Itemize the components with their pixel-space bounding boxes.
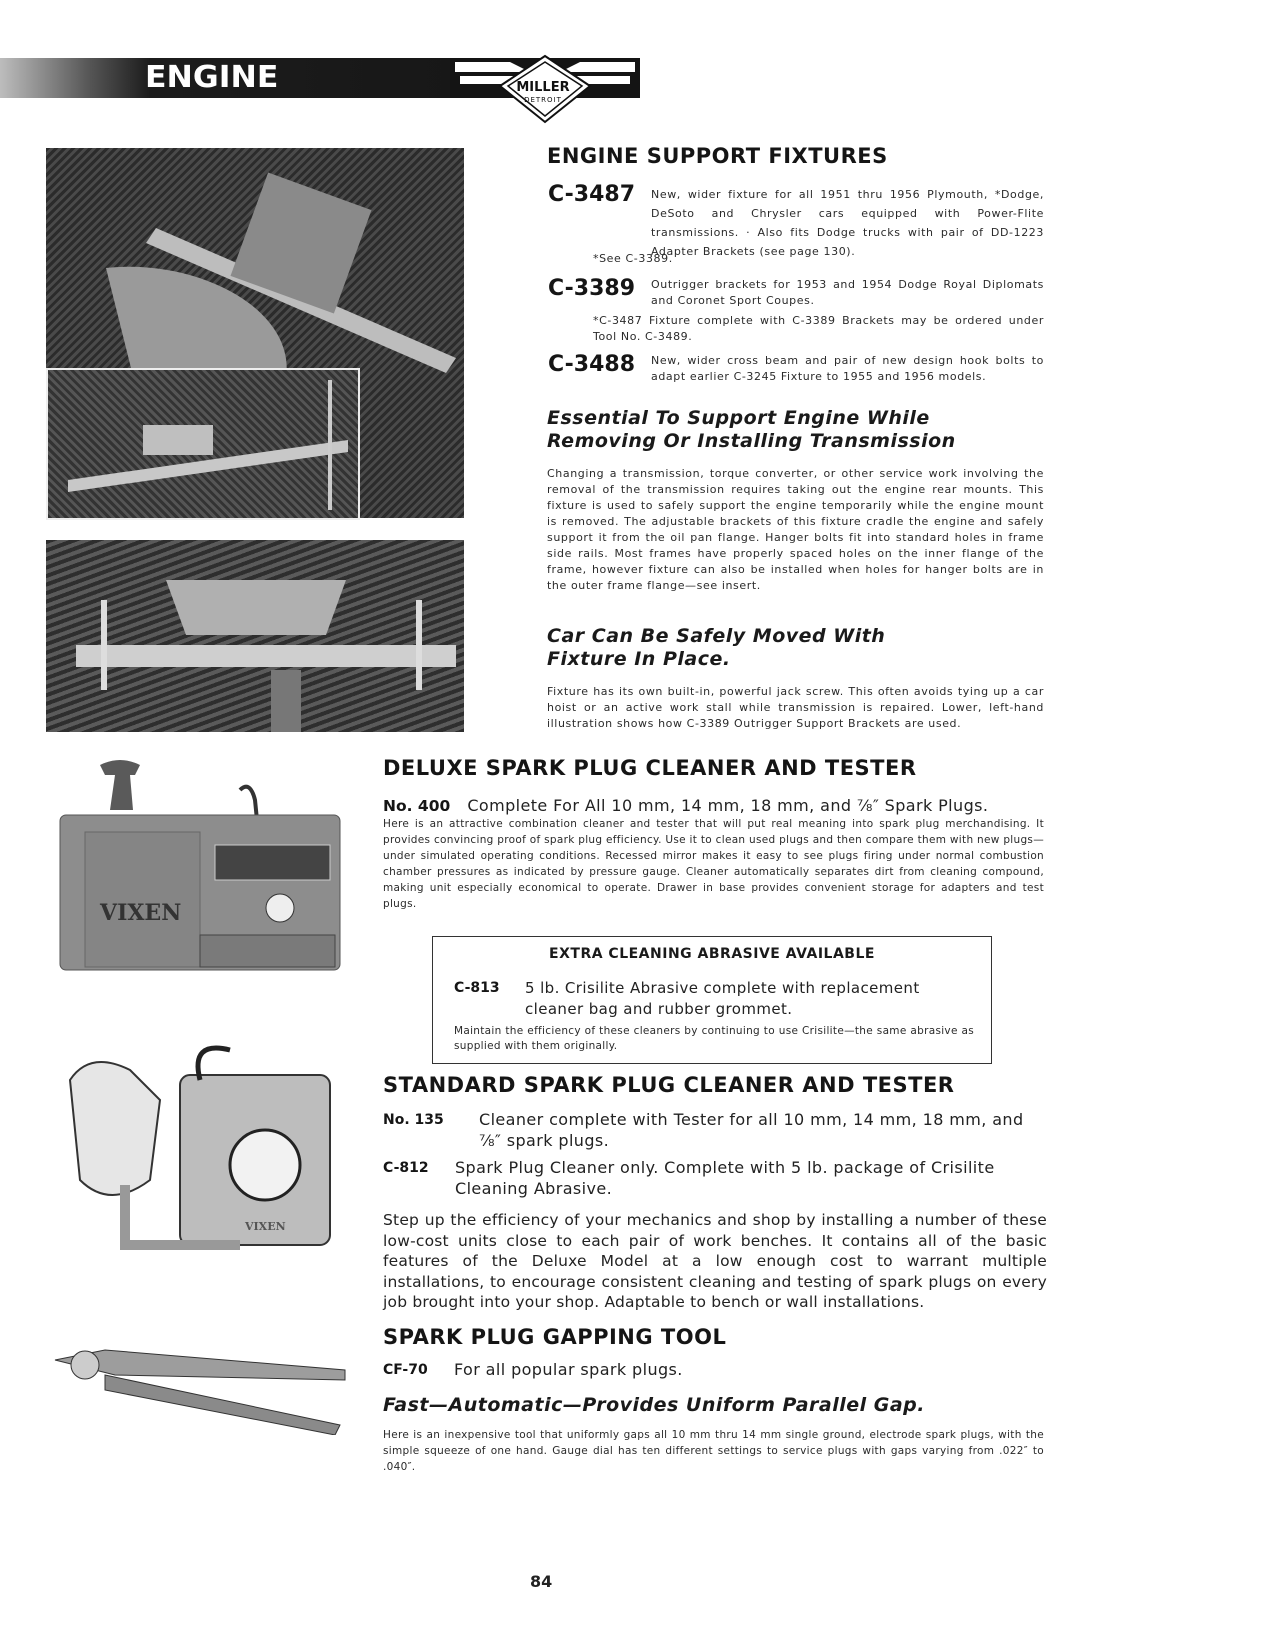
standard-paragraph: Step up the efficiency of your mechanics and shop by installing a number of these low-cost units close to each pair of work benches. It contains all of the basic features of the Deluxe Model at a low enough cost to warrant multiple installations, to encourage consistent cleaning and testing of spark plugs on every job brought into your shop. Adaptable to bench or wall installations. <box>383 1211 1047 1311</box>
page-number: 84 <box>530 1572 553 1591</box>
deluxe-lead-line <box>383 795 988 816</box>
c813-description: 5 lb. Crisilite Abrasive complete with replacement cleaner bag and rubber grommet. <box>525 979 920 1018</box>
part-number-c3487: C-3487 <box>548 182 636 207</box>
part-description-c3389: Outrigger brackets for 1953 and 1954 Dodge Royal Diplomats and Coronet Sport Coupes. <box>651 278 1044 307</box>
abrasive-box-note: Maintain the efficiency of these cleaners by continuing to use Crisilite—the same abrasive as supplied with them originally. <box>454 1025 974 1052</box>
deluxe-paragraph: Here is an attractive combination cleaner and tester that will put real meaning into spark plug merchandising. It provides convincing proof of spark plug efficiency. Use it to clean used plugs and then compare them with new plugs—under simulated operating conditions. Recessed mirror makes it easy to see plugs firing under normal combustion chamber pressures as indicated by pressure gauge. Cleaner automatically separates dirt from cleaning compound, making unit especially economical to operate. Drawer in base provides convenient storage for adapters and test plugs. <box>383 818 1044 910</box>
outrigger-bracket-photo <box>46 540 464 732</box>
subheading-essential: Essential To Support Engine While Removing Or Installing Transmission <box>547 407 956 452</box>
gapping-tool-title: SPARK PLUG GAPPING TOOL <box>383 1325 727 1349</box>
part-number-c812: C-812 <box>383 1160 429 1176</box>
paragraph-changing-transmission: Changing a transmission, torque converter, or other service work involving the removal of the transmission requires taking out the engine rear mounts. This fixture is used to safely support the engine temporarily while the engine mount is removed. The adjustable brackets of this fixture cradle the engine and safely support it from the oil pan flange. Hanger bolts fit into standard holes in frame side rails. Most frames have properly spaced holes on the inner flange of the frame, however fixture can also be installed when holes for hanger bolts are in the outer frame flange—see insert. <box>547 467 1044 592</box>
vixen-label: VIXEN <box>100 900 182 926</box>
gapping-subheading: Fast—Automatic—Provides Uniform Parallel Gap. <box>383 1394 925 1416</box>
standard-cleaner-title: STANDARD SPARK PLUG CLEANER AND TESTER <box>383 1073 955 1097</box>
abrasive-box-title: EXTRA CLEANING ABRASIVE AVAILABLE <box>549 946 875 962</box>
part-note-c3389: *C-3487 Fixture complete with C-3389 Brackets may be ordered under Tool No. C-3489. <box>593 314 1044 343</box>
part-description-c3487: New, wider fixture for all 1951 thru 1956 Plymouth, *Dodge, DeSoto and Chrysler cars equipped with Power-Flite transmissions. · Also fits Dodge trucks with pair of DD-1223 Adapter Brackets (see page 130). <box>651 188 1044 258</box>
part-description-c3488: New, wider cross beam and pair of new design hook bolts to adapt earlier C-3245 Fixture to 1955 and 1956 models. <box>651 354 1044 383</box>
no135-description: Cleaner complete with Tester for all 10 mm, 14 mm, 18 mm, and ⅞″ spark plugs. <box>479 1110 1024 1150</box>
section-title: ENGINE <box>145 60 279 95</box>
engine-support-title: ENGINE SUPPORT FIXTURES <box>547 144 888 168</box>
c812-description: Spark Plug Cleaner only. Complete with 5 lb. package of Crisilite Cleaning Abrasive. <box>455 1158 995 1198</box>
deluxe-cleaner-photo <box>55 760 345 975</box>
vixen-label-small: VIXEN <box>245 1220 286 1233</box>
standard-cleaner-photo <box>50 1040 350 1270</box>
part-number-no135: No. 135 <box>383 1112 444 1128</box>
part-number-c813: C-813 <box>454 980 500 996</box>
part-number-cf70: CF-70 <box>383 1362 428 1378</box>
subheading-car-moved: Car Can Be Safely Moved With Fixture In Place. <box>547 625 886 670</box>
gapping-tool-photo <box>45 1330 350 1435</box>
part-number-c3389: C-3389 <box>548 276 636 301</box>
part-number-c3488: C-3488 <box>548 352 636 377</box>
deluxe-lead-text: Complete For All 10 mm, 14 mm, 18 mm, and ⅞″ Spark Plugs. <box>467 796 989 815</box>
cf70-description: For all popular spark plugs. <box>454 1360 683 1379</box>
logo-subtext: DETROIT <box>524 96 562 104</box>
paragraph-jack-screw: Fixture has its own built-in, powerful jack screw. This often avoids tying up a car hoist or an active work stall while transmission is repaired. Lower, left-hand illustration shows how C-3389 Outrigger Support Brackets are used. <box>547 685 1044 730</box>
part-note-c3487: *See C-3389. <box>593 252 673 265</box>
logo-text: MILLER <box>516 80 570 95</box>
fixture-inset-photo <box>46 368 360 520</box>
gapping-paragraph: Here is an inexpensive tool that uniformly gaps all 10 mm thru 14 mm single ground, electrode spark plugs, with the simple squeeze of one hand. Gauge dial has ten different settings to service plugs with gaps varying from .022″ to .040″. <box>383 1429 1044 1473</box>
deluxe-cleaner-title: DELUXE SPARK PLUG CLEANER AND TESTER <box>383 756 917 780</box>
part-number-no400: No. 400 <box>383 797 451 815</box>
